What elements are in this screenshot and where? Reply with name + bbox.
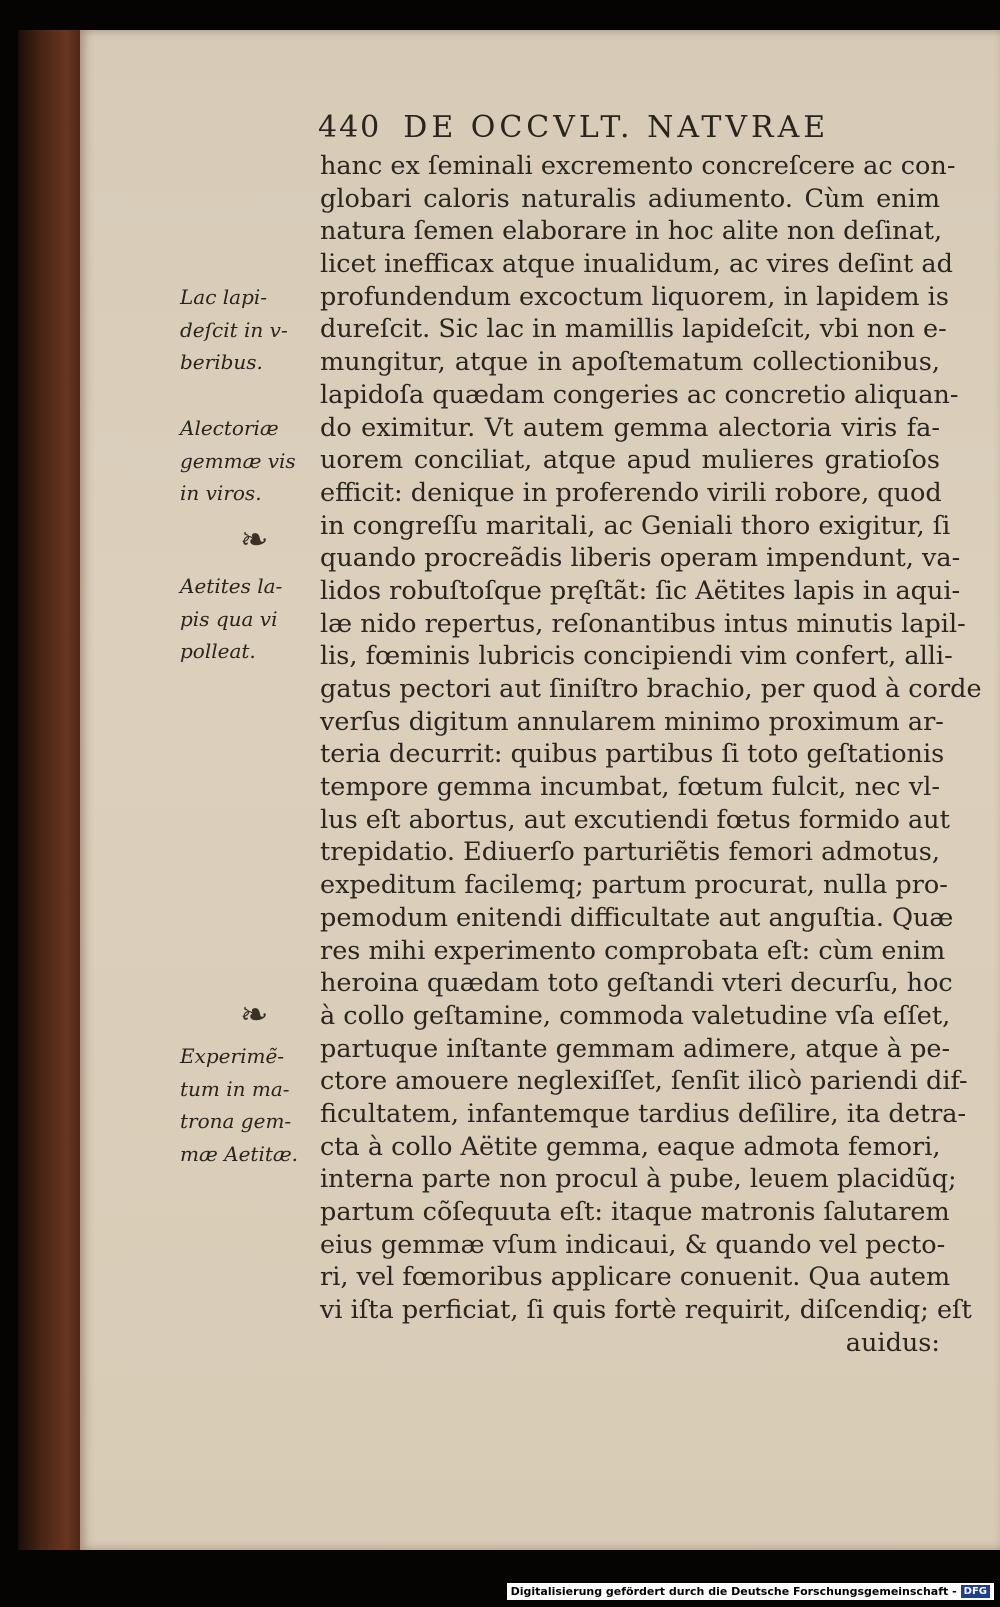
text-line: ficultatem, infantemque tardius deſilire, ita detra- [320,1098,967,1129]
marginal-note-line: deſcit in v- [180,317,288,342]
running-title: DE OCCVLT. NATVRAE [403,110,830,145]
text-line: gatus pectori aut ſiniſtro brachio, per quod à corde [320,674,982,704]
text-line: ri, vel fœmoribus applicare conuenit. Qua autem [320,1262,951,1293]
marginal-note-line: polleat. [180,639,256,664]
marginal-note-1 [180,281,315,379]
text-line: partuque inſtante gemmam adimere, atque à pe- [320,1033,951,1064]
marginal-note-line: pis qua vi [180,606,278,631]
text-line: expeditum facilemq; partum procurat, nulla pro- [320,870,948,901]
text-line: lapidoſa quædam congeries ac concretio aliquan- [320,379,959,410]
text-line: profundendum excoctum liquorem, in lapidem is [320,281,949,312]
text-line: licet inefficax atque inualidum, ac vires deſint ad [320,249,953,280]
text-line: res mihi experimento comprobata eſt: cùm enim [320,935,946,966]
marginal-note-line: beribus. [180,350,263,375]
flourish-icon: ❧ [240,995,269,1035]
text-line: ctore amouere neglexiſſet, ſenſit ilicò pariendi dif- [320,1066,968,1097]
dfg-logo: DFG [961,1585,990,1598]
catchword: auidus: [845,1328,940,1358]
text-line: quando procreãdis liberis operam impendunt, va- [320,543,961,574]
marginal-note-line: Aetites la- [180,574,283,598]
text-line: in congreſſu maritali, ac Geniali thoro exigitur, ſi [320,510,951,541]
text-line: vi iſta perficiat, ſi quis fortè requirit, diſcendiq; eſt [320,1295,972,1326]
marginal-note-3 [180,570,315,668]
text-line: teria decurrit: quibus partibus ſi toto geſtationis [320,739,945,770]
credit-text: Digitalisierung gefördert durch die Deutsche Forschungsgemeinschaft - [510,1585,957,1598]
text-line: mungitur, atque in apoſtematum collectionibus, [320,347,940,378]
catchword-row [320,1327,940,1360]
text-line: tempore gemma incumbat, fœtum fulcit, nec vl- [320,772,940,803]
text-line: verſus digitum annularem minimo proximum ar- [320,706,944,737]
text-line: dureſcit. Sic lac in mamillis lapideſcit, vbi non e- [320,314,947,345]
text-line: cta à collo Aëtite gemma, eaque admota femori, [320,1131,941,1162]
text-line: à collo geſtamine, commoda valetudine vſa eſſet, [320,1000,951,1031]
marginal-note-4 [180,1040,315,1171]
text-line: lis, fœminis lubricis concipiendi vim confert, alli- [320,641,953,672]
text-line: pemodum enitendi difficultate aut anguſtia. Quæ [320,902,954,933]
marginal-note-line: in viros. [180,481,262,506]
flourish-icon: ❧ [240,520,269,560]
text-line: læ nido repertus, reſonantibus intus minutis lapil- [320,608,966,639]
running-head [318,110,829,145]
marginal-note-line: trona gem- [180,1109,292,1134]
text-line: efficit: denique in proferendo virili robore, quod [320,477,942,508]
digitization-credit [507,1583,994,1600]
text-line: heroina quædam toto geſtandi vteri decurſu, hoc [320,968,953,999]
text-line: interna parte non procul à pube, leuem placidũq; [320,1164,957,1195]
book-spine [18,30,88,1550]
text-line: lus eſt abortus, aut excutiendi fœtus formido aut [320,804,950,835]
marginal-note-line: tum in ma- [180,1076,290,1101]
page-number: 440 [318,110,382,145]
text-line: eius gemmæ vſum indicaui, & quando vel pecto- [320,1229,946,1260]
marginal-note-line: Alectoriæ [180,416,279,440]
marginal-note-line: mæ Aetitæ. [180,1142,299,1167]
body-text [320,150,982,1327]
marginal-note-2 [180,412,315,510]
text-line: trepidatio. Ediuerſo parturiẽtis femori admotus, [320,837,940,868]
marginal-note-line: Lac lapi- [180,285,268,309]
text-line: hanc ex ſeminali excremento concreſcere ac con- [320,151,956,181]
marginal-note-line: gemmæ vis [180,448,296,473]
text-line: globari caloris naturalis adiumento. Cùm enim [320,183,940,214]
text-line: uorem conciliat, atque apud mulieres gratioſos [320,445,940,476]
text-line: partum cõſequuta eſt: itaque matronis ſalutarem [320,1197,950,1227]
text-line: natura ſemen elaborare in hoc alite non deſinat, [320,216,943,247]
text-line: lidos robuſtoſque pręſtãt: ſic Aëtites lapis in aqui- [320,575,961,606]
marginal-note-line: Experimẽ- [180,1044,285,1068]
text-line: do eximitur. Vt autem gemma alectoria viris fa- [320,412,940,443]
